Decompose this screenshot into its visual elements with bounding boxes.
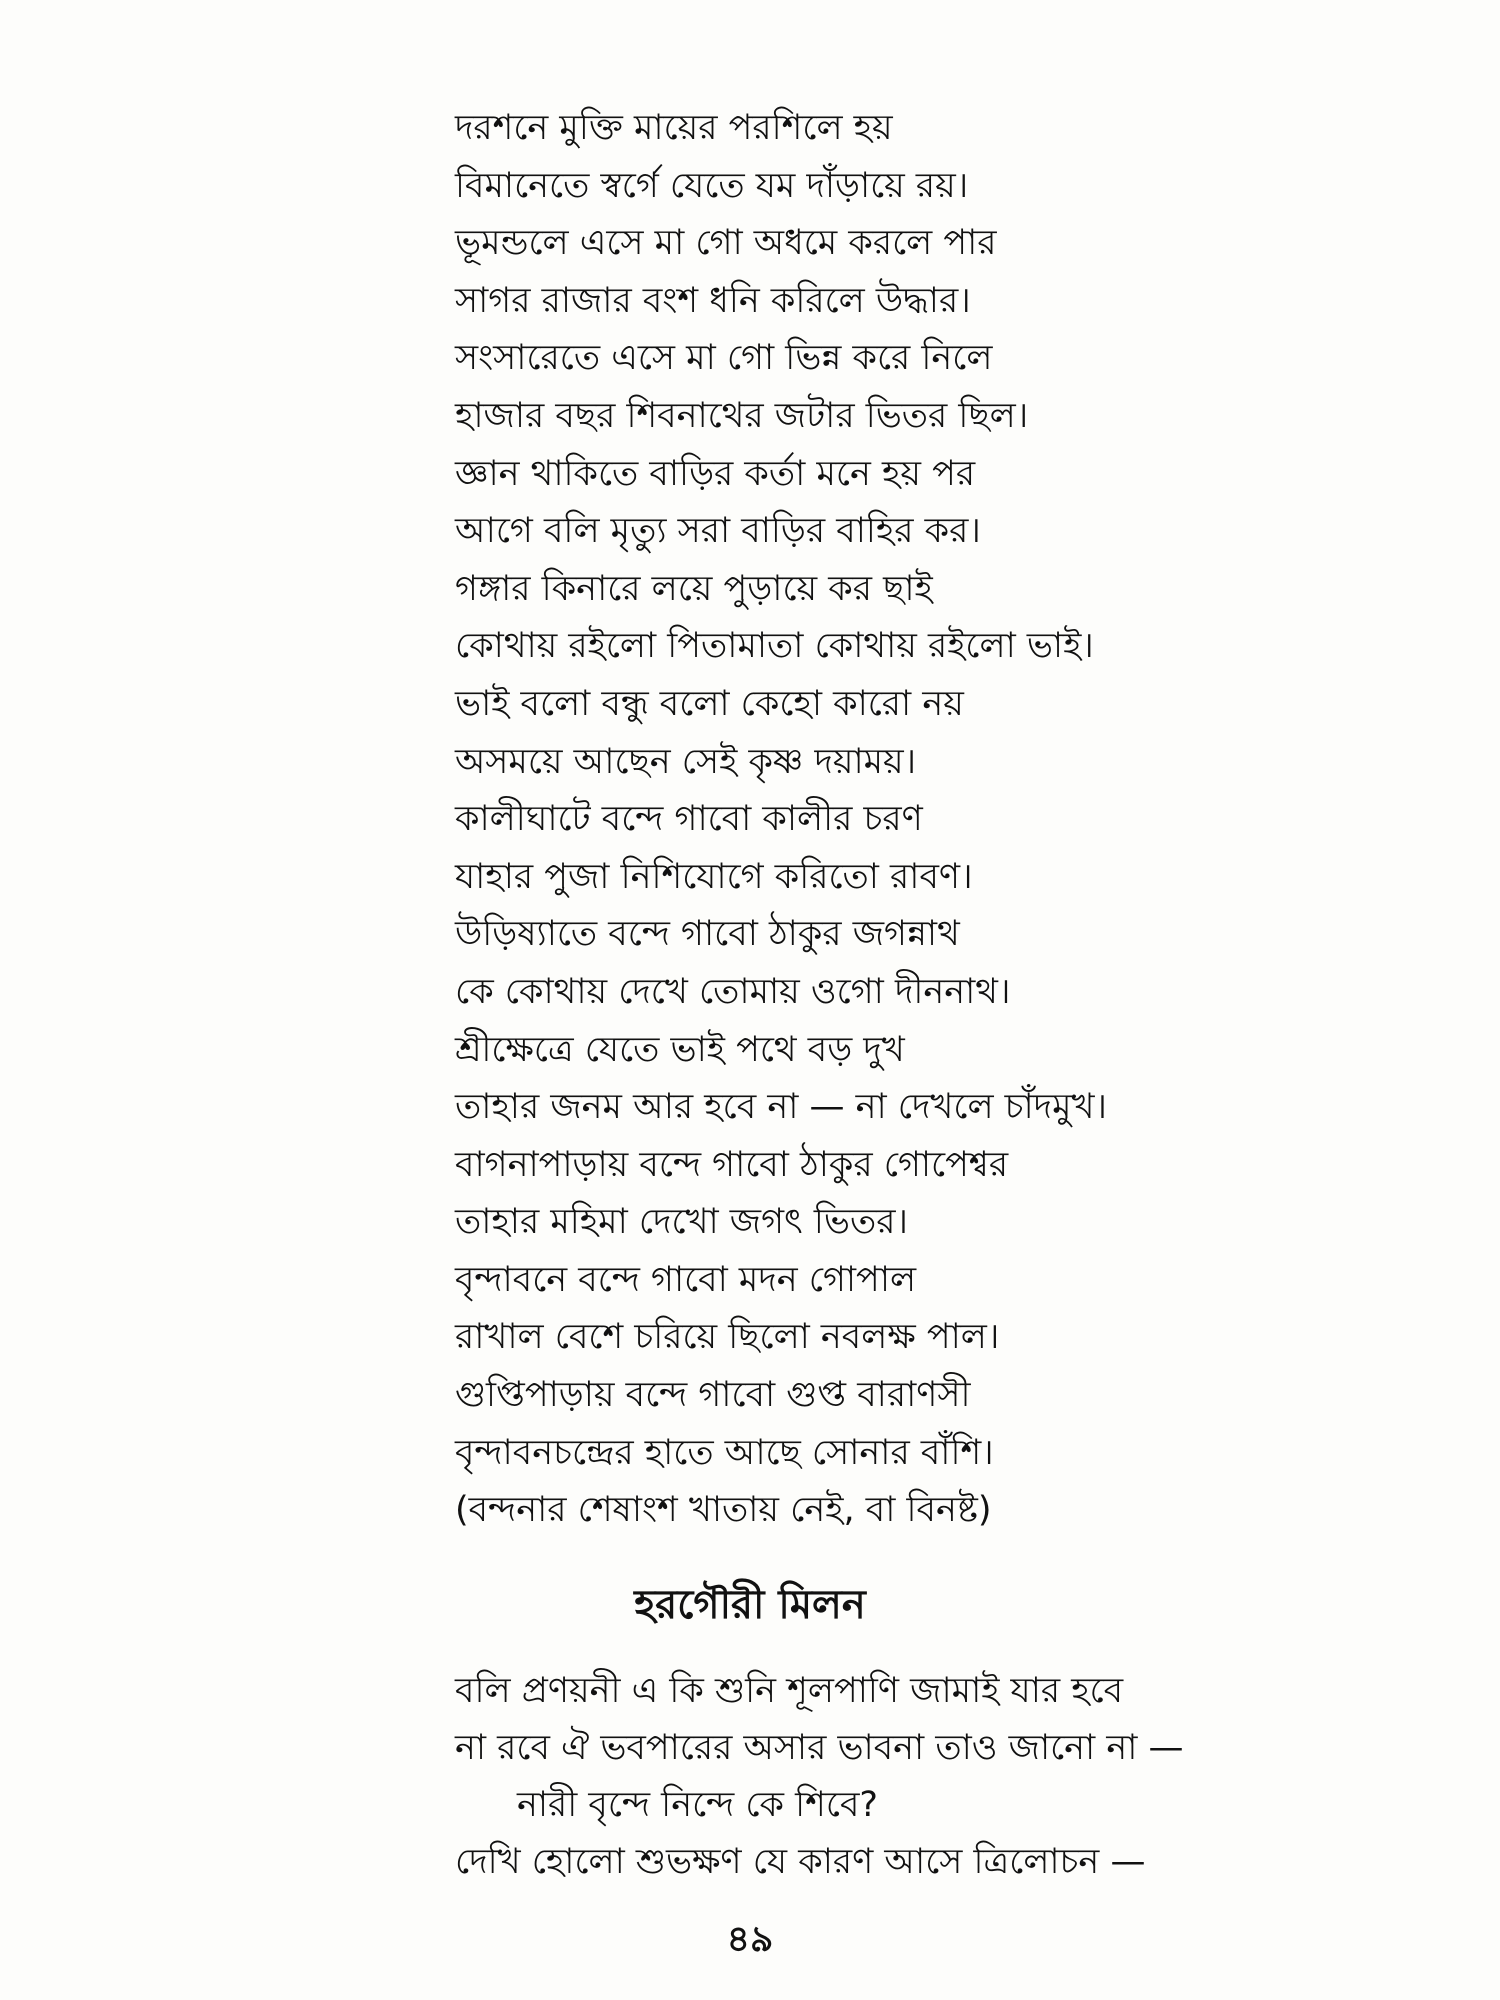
verse-line: দরশনে মুক্তি মায়ের পরশিলে হয় xyxy=(455,108,893,148)
verse-line: গুপ্তিপাড়ায় বন্দে গাবো গুপ্ত বারাণসী xyxy=(455,1375,971,1416)
verse-line: কে কোথায় দেখে তোমায় ওগো দীননাথ। xyxy=(455,971,1011,1012)
verse-line: উড়িষ্যাতে বন্দে গাবো ঠাকুর জগন্নাথ xyxy=(455,914,960,955)
verse-line: ভাই বলো বন্ধু বলো কেহো কারো নয় xyxy=(455,683,964,724)
verse-line: জ্ঞান থাকিতে বাড়ির কর্তা মনে হয় পর xyxy=(455,453,976,494)
verse-line: কালীঘাটে বন্দে গাবো কালীর চরণ xyxy=(455,799,923,840)
song-line-indented: নারী বৃন্দে নিন্দে কে শিবে? xyxy=(517,1785,879,1825)
verse-line: বৃন্দাবনে বন্দে গাবো মদন গোপাল xyxy=(455,1259,917,1300)
verse-line: শ্রীক্ষেত্রে যেতে ভাই পথে বড় দুখ xyxy=(455,1029,905,1070)
section-title: হরগৌরী মিলন xyxy=(634,1582,866,1628)
verse-block xyxy=(455,100,1255,1540)
verse-note: (বন্দনার শেষাংশ খাতায় নেই, বা বিনষ্ট) xyxy=(455,1490,992,1531)
song-line: বলি প্রণয়নী এ কি শুনি শূলপাণি জামাই যার হবে xyxy=(455,1671,1124,1711)
verse-line: সংসারেতে এসে মা গো ভিন্ন করে নিলে xyxy=(455,338,993,379)
verse-line: হাজার বছর শিবনাথের জটার ভিতর ছিল। xyxy=(455,395,1029,436)
verse-line: সাগর রাজার বংশ ধনি করিলে উদ্ধার। xyxy=(455,280,971,321)
verse-line: আগে বলি মৃত্যু সরা বাড়ির বাহির কর। xyxy=(455,511,981,552)
verse-line: তাহার জনম আর হবে না — না দেখলে চাঁদমুখ। xyxy=(455,1087,1108,1128)
verse-line: রাখাল বেশে চরিয়ে ছিলো নবলক্ষ পাল। xyxy=(455,1317,1000,1358)
verse-line: বিমানেতে স্বর্গে যেতে যম দাঁড়ায়ে রয়। xyxy=(455,165,969,206)
verse-line: অসময়ে আছেন সেই কৃষ্ণ দয়াময়। xyxy=(455,741,917,782)
verse-line: বাগনাপাড়ায় বন্দে গাবো ঠাকুর গোপেশ্বর xyxy=(455,1144,1009,1185)
verse-line: যাহার পুজা নিশিযোগে করিতো রাবণ। xyxy=(455,856,973,897)
verse-line: গঙ্গার কিনারে লয়ে পুড়ায়ে কর ছাই xyxy=(455,568,933,609)
verse-line: কোথায় রইলো পিতামাতা কোথায় রইলো ভাই। xyxy=(455,626,1094,667)
song-line: না রবে ঐ ভবপারের অসার ভাবনা তাও জানো না — xyxy=(455,1728,1184,1768)
song-line: দেখি হোলো শুভক্ষণ যে কারণ আসে ত্রিলোচন — xyxy=(455,1842,1146,1882)
verse-line: ভূমন্ডলে এসে মা গো অধমে করলে পার xyxy=(455,223,997,264)
page-number: ৪৯ xyxy=(726,1919,774,1960)
verse-line: তাহার মহিমা দেখো জগৎ ভিতর। xyxy=(455,1202,908,1243)
song-block xyxy=(455,1663,1305,1891)
verse-line: বৃন্দাবনচন্দ্রের হাতে আছে সোনার বাঁশি। xyxy=(455,1432,994,1473)
